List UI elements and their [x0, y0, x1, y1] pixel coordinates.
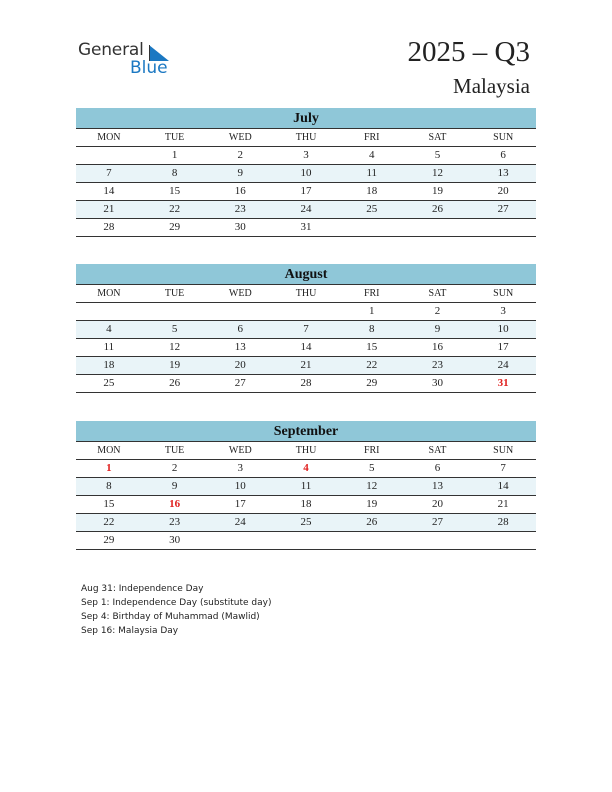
- logo-general-text: General: [78, 40, 144, 60]
- day-cell: 6: [500, 149, 506, 161]
- weekday-label: SAT: [428, 132, 447, 143]
- day-cell: 23: [431, 359, 443, 371]
- day-cell: 19: [169, 359, 181, 371]
- day-cell: 3: [500, 305, 506, 317]
- day-cell: 14: [497, 480, 509, 492]
- weekday-label: TUE: [164, 288, 185, 299]
- week-row: [76, 375, 536, 393]
- day-cell: 27: [431, 516, 443, 528]
- day-cell: 28: [497, 516, 509, 528]
- day-cell: 11: [103, 341, 115, 353]
- day-cell: 8: [171, 167, 178, 179]
- month-table-august: [76, 264, 536, 393]
- day-cell: 27: [497, 203, 509, 215]
- day-cell: 19: [431, 185, 443, 197]
- day-cell: 13: [431, 480, 443, 492]
- day-cell: 15: [103, 498, 115, 510]
- day-cell: 9: [171, 480, 178, 492]
- day-cell: 3: [303, 149, 309, 161]
- day-cell: [207, 532, 273, 549]
- day-cell: 20: [234, 359, 246, 371]
- holiday-day-cell: 4: [303, 462, 309, 474]
- day-cell: 4: [106, 323, 112, 335]
- day-cell: 13: [234, 341, 246, 353]
- weekday-label: SUN: [493, 445, 514, 456]
- weekday-label: MON: [97, 132, 121, 143]
- day-cell: 1: [368, 305, 375, 317]
- month-title: September: [76, 421, 536, 442]
- day-cell: 5: [434, 149, 441, 161]
- day-cell: 7: [303, 323, 309, 335]
- holiday-notes: [81, 582, 272, 638]
- day-cell: 30: [169, 534, 181, 546]
- holiday-note: Sep 4: Birthday of Muhammad (Mawlid): [81, 612, 260, 622]
- month-title: August: [76, 264, 536, 285]
- weekday-label: THU: [295, 445, 317, 456]
- day-cell: 28: [300, 377, 312, 389]
- page-subtitle: Malaysia: [453, 74, 530, 98]
- day-cell: 9: [237, 167, 244, 179]
- weekday-label: WED: [228, 288, 252, 299]
- day-cell: 10: [497, 323, 509, 335]
- day-cell: 23: [169, 516, 181, 528]
- day-cell: [273, 303, 339, 320]
- day-cell: 26: [366, 516, 378, 528]
- weekday-label: THU: [295, 132, 317, 143]
- day-cell: 16: [234, 185, 246, 197]
- day-cell: 20: [431, 498, 443, 510]
- day-cell: 15: [169, 185, 181, 197]
- weekday-label: TUE: [164, 132, 185, 143]
- day-cell: 13: [497, 167, 509, 179]
- day-cell: 2: [237, 149, 244, 161]
- day-cell: [76, 303, 142, 320]
- day-cell: 29: [169, 221, 181, 233]
- day-cell: [470, 532, 536, 549]
- weekday-label: SAT: [428, 288, 447, 299]
- month-title: July: [76, 108, 536, 129]
- day-cell: 5: [368, 462, 375, 474]
- weekday-label: FRI: [363, 445, 380, 456]
- week-row: [76, 183, 536, 201]
- day-cell: 20: [497, 185, 509, 197]
- day-cell: 14: [103, 185, 115, 197]
- day-cell: 2: [171, 462, 178, 474]
- week-row: [76, 147, 536, 165]
- weekday-label: THU: [295, 288, 317, 299]
- day-cell: 1: [171, 149, 178, 161]
- day-cell: [339, 219, 405, 236]
- weekday-header-row: [76, 129, 536, 147]
- day-cell: 6: [237, 323, 244, 335]
- week-row: [76, 478, 536, 496]
- weekday-label: SUN: [493, 132, 514, 143]
- day-cell: 23: [234, 203, 246, 215]
- day-cell: 22: [103, 516, 115, 528]
- day-cell: 26: [431, 203, 443, 215]
- month-table-september: [76, 421, 536, 550]
- holiday-note: Sep 16: Malaysia Day: [81, 626, 179, 636]
- day-cell: 30: [431, 377, 443, 389]
- day-cell: 18: [103, 359, 115, 371]
- brand-logo: [78, 40, 188, 80]
- day-cell: 11: [366, 167, 378, 179]
- weekday-label: FRI: [363, 288, 380, 299]
- week-row: [76, 303, 536, 321]
- holiday-note: Aug 31: Independence Day: [81, 584, 204, 594]
- week-row: [76, 514, 536, 532]
- day-cell: [470, 219, 536, 236]
- week-row: [76, 357, 536, 375]
- day-cell: 25: [300, 516, 312, 528]
- weekday-header-row: [76, 442, 536, 460]
- week-row: [76, 460, 536, 478]
- day-cell: 24: [300, 203, 312, 215]
- weekday-label: SUN: [493, 288, 514, 299]
- week-row: [76, 165, 536, 183]
- weekday-label: MON: [97, 445, 121, 456]
- day-cell: 17: [300, 185, 312, 197]
- week-row: [76, 201, 536, 219]
- day-cell: 8: [368, 323, 375, 335]
- day-cell: [405, 532, 471, 549]
- weekday-label: WED: [228, 132, 252, 143]
- day-cell: 21: [103, 203, 115, 215]
- week-row: [76, 496, 536, 514]
- day-cell: 7: [500, 462, 506, 474]
- day-cell: 9: [434, 323, 441, 335]
- day-cell: 21: [497, 498, 509, 510]
- day-cell: 22: [366, 359, 378, 371]
- holiday-day-cell: 1: [106, 462, 112, 474]
- day-cell: 18: [366, 185, 378, 197]
- weekday-label: WED: [228, 445, 252, 456]
- day-cell: 5: [171, 323, 178, 335]
- weekday-label: MON: [97, 288, 121, 299]
- day-cell: 10: [234, 480, 246, 492]
- day-cell: [339, 532, 405, 549]
- weekday-header-row: [76, 285, 536, 303]
- day-cell: 12: [366, 480, 378, 492]
- day-cell: 4: [368, 149, 375, 161]
- day-cell: 3: [237, 462, 244, 474]
- week-row: [76, 321, 536, 339]
- weekday-label: SAT: [428, 445, 447, 456]
- holiday-day-cell: 31: [497, 377, 509, 389]
- day-cell: 31: [300, 221, 312, 233]
- day-cell: 8: [106, 480, 112, 492]
- day-cell: 30: [234, 221, 246, 233]
- day-cell: 24: [234, 516, 246, 528]
- day-cell: 29: [366, 377, 378, 389]
- day-cell: 25: [103, 377, 115, 389]
- day-cell: 25: [366, 203, 378, 215]
- week-row: [76, 219, 536, 237]
- day-cell: 14: [300, 341, 312, 353]
- week-row: [76, 339, 536, 357]
- day-cell: 28: [103, 221, 115, 233]
- month-table-july: [76, 108, 536, 237]
- day-cell: 15: [366, 341, 378, 353]
- day-cell: 2: [434, 305, 441, 317]
- day-cell: 10: [300, 167, 312, 179]
- day-cell: 7: [106, 167, 112, 179]
- page-title: 2025 – Q3: [407, 36, 530, 68]
- day-cell: 24: [497, 359, 509, 371]
- day-cell: [76, 147, 142, 164]
- day-cell: 11: [300, 480, 312, 492]
- logo-blue-text: Blue: [130, 58, 168, 78]
- day-cell: 6: [434, 462, 441, 474]
- day-cell: 16: [431, 341, 443, 353]
- weekday-label: TUE: [164, 445, 185, 456]
- day-cell: 17: [497, 341, 509, 353]
- day-cell: 21: [300, 359, 312, 371]
- day-cell: 12: [431, 167, 443, 179]
- day-cell: 18: [300, 498, 312, 510]
- week-row: [76, 532, 536, 550]
- holiday-day-cell: 16: [169, 498, 181, 510]
- day-cell: 12: [169, 341, 181, 353]
- day-cell: 19: [366, 498, 378, 510]
- holiday-note: Sep 1: Independence Day (substitute day): [81, 598, 272, 608]
- day-cell: [207, 303, 273, 320]
- day-cell: [405, 219, 471, 236]
- day-cell: 29: [103, 534, 115, 546]
- day-cell: 26: [169, 377, 181, 389]
- weekday-label: FRI: [363, 132, 380, 143]
- day-cell: [142, 303, 208, 320]
- day-cell: 22: [169, 203, 181, 215]
- day-cell: 27: [234, 377, 246, 389]
- day-cell: [273, 532, 339, 549]
- day-cell: 17: [234, 498, 246, 510]
